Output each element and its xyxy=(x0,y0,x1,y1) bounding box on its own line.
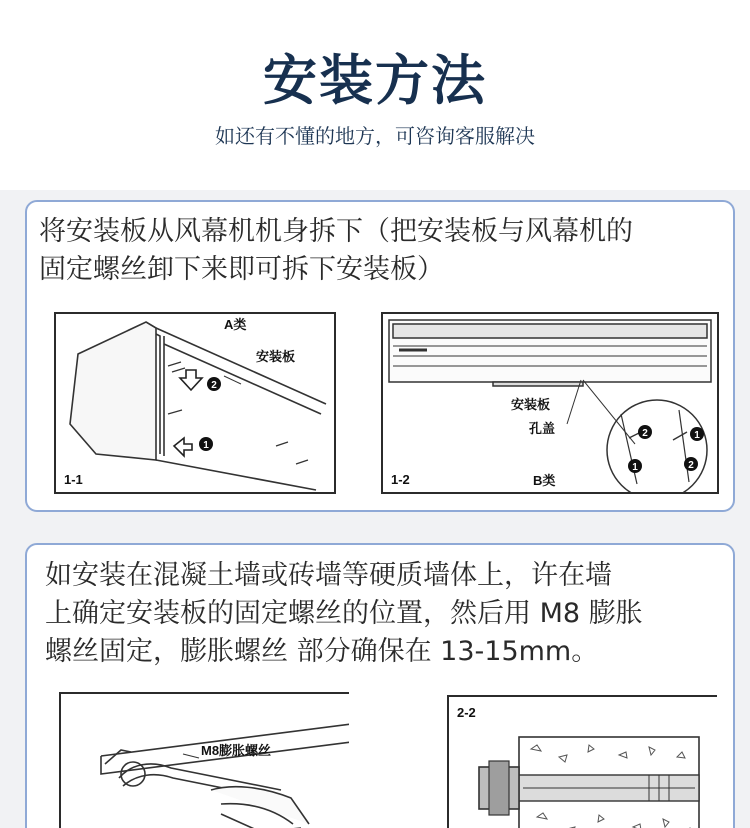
wrench-diagram xyxy=(61,694,349,828)
svg-text:1: 1 xyxy=(694,430,700,441)
step2-instructions xyxy=(45,557,725,671)
step1-instructions xyxy=(39,213,729,289)
svg-text:1: 1 xyxy=(203,440,209,451)
figure-wrench-install xyxy=(59,692,349,828)
step1-card xyxy=(25,200,735,512)
figure-index-2-2: 2-2 xyxy=(457,705,476,720)
type-b-tag: B类 xyxy=(533,473,556,488)
type-a-diagram xyxy=(56,314,336,494)
type-a-tag: A类 xyxy=(224,317,247,332)
figure-index-1-1: 1-1 xyxy=(64,472,83,487)
type-b-cover-label: 孔盖 xyxy=(529,421,556,436)
step1-line-1: 将安装板从风幕机机身拆下（把安装板与风幕机的 xyxy=(39,216,633,247)
type-a-board-label: 安装板 xyxy=(256,349,296,364)
figure-index-1-2: 1-2 xyxy=(391,472,410,487)
step2-line-3: 螺丝固定，膨胀螺丝 部分确保在 13-15mm。 xyxy=(45,636,599,667)
type-b-diagram xyxy=(383,314,719,494)
bolt-label: M8膨胀螺丝 xyxy=(201,743,272,758)
step2-line-1: 如安装在混凝土墙或砖墙等硬质墙体上，许在墙 xyxy=(45,560,612,591)
type-b-board-label: 安装板 xyxy=(511,397,551,412)
svg-text:2: 2 xyxy=(688,460,694,471)
page-subtitle: 如还有不懂的地方，可咨询客服解决 xyxy=(215,124,535,148)
step2-line-2: 上确定安装板的固定螺丝的位置，然后用 M8 膨胀 xyxy=(45,598,643,629)
step2-card xyxy=(25,543,735,828)
figure-anchor-section xyxy=(447,695,717,828)
svg-text:2: 2 xyxy=(211,380,217,391)
header xyxy=(0,0,750,190)
figure-type-b xyxy=(381,312,719,494)
step1-line-2: 固定螺丝卸下来即可拆下安装板） xyxy=(39,254,444,285)
figure-type-a xyxy=(54,312,336,494)
anchor-section-diagram xyxy=(449,697,717,828)
svg-text:1: 1 xyxy=(632,462,638,473)
svg-text:2: 2 xyxy=(642,428,648,439)
page-title: 安装方法 xyxy=(263,49,487,112)
